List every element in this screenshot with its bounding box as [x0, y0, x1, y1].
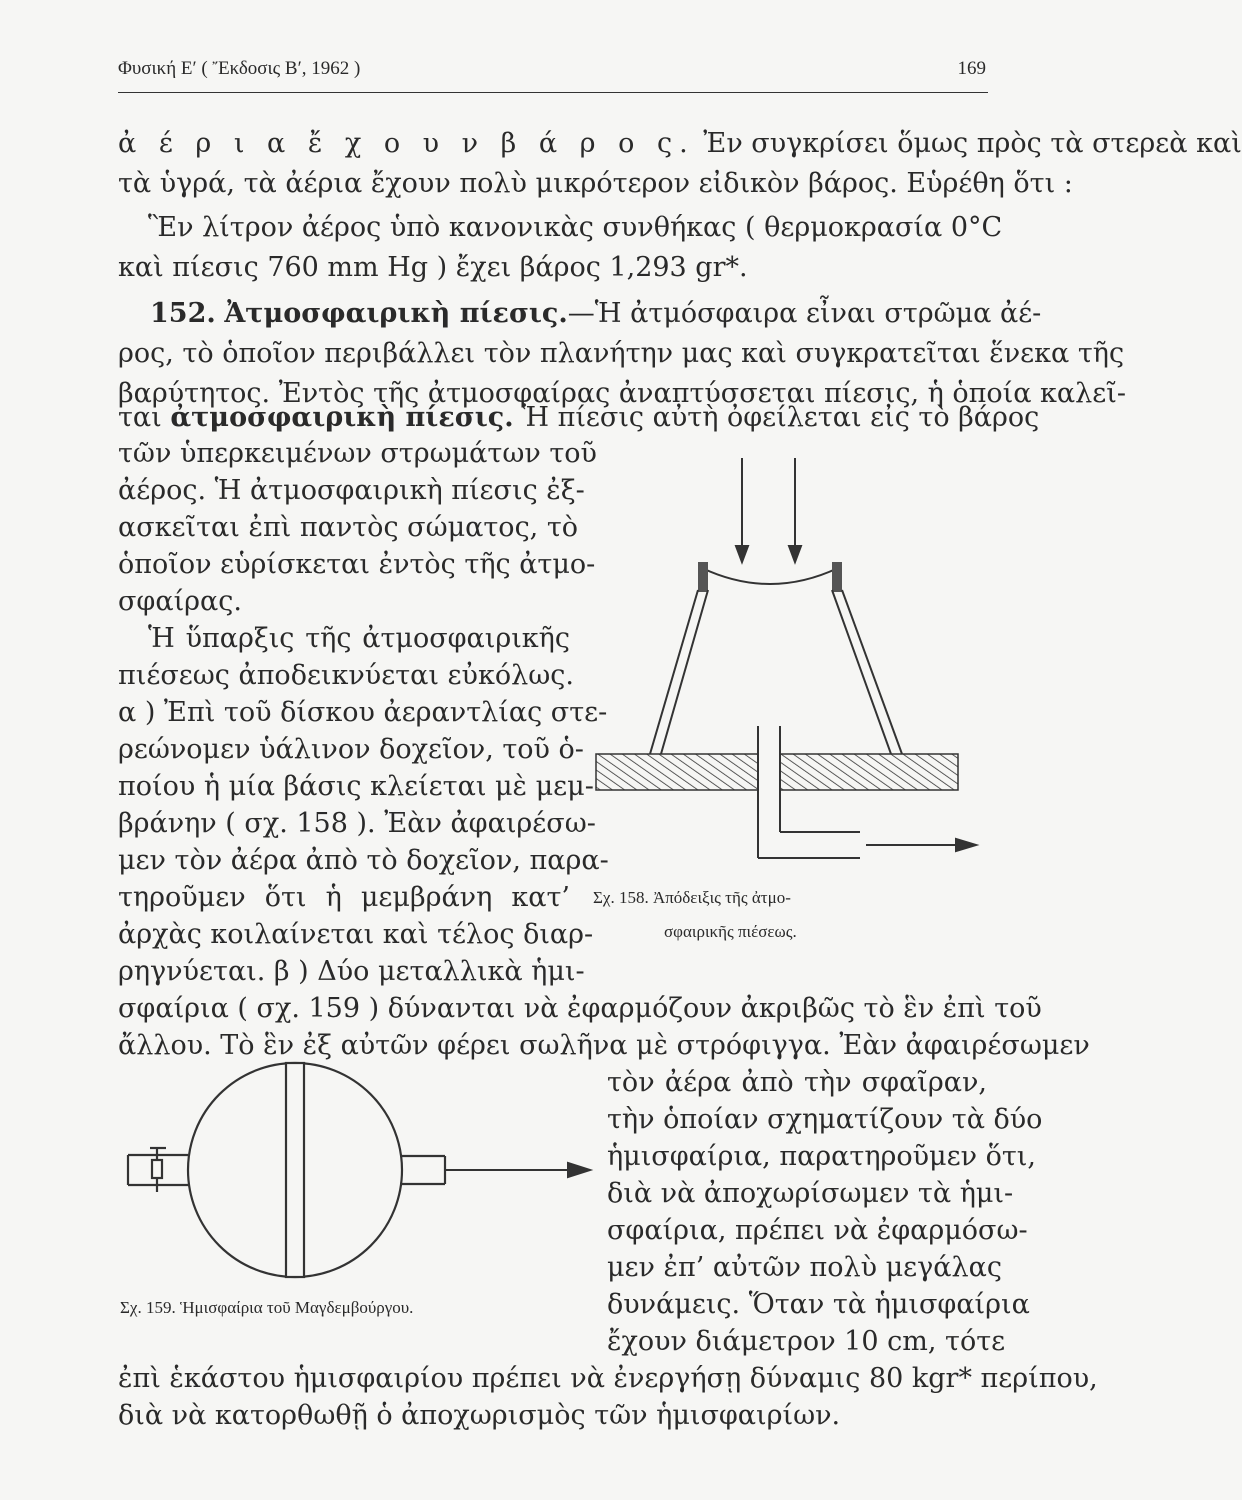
running-header: [118, 58, 988, 93]
column-line: Ἡ ὕπαρξις τῆς ἀτμοσφαιρικῆς: [148, 623, 570, 654]
column-line: τηροῦμεν ὅτι ἡ μεμβράνη κατ’: [118, 882, 570, 913]
figure-159-caption: Σχ. 159. Ἡμισφαίρια τοῦ Μαγδεμβούργου.: [120, 1298, 414, 1317]
column-line: ποίου ἡ μία βάσις κλείεται μὲ μεμ-: [118, 771, 594, 802]
exhaust-tube: [758, 726, 860, 858]
line-pre: ται: [118, 402, 162, 433]
pull-arrow-icon: [445, 1163, 590, 1177]
line-post: Ἡ πίεσις αὐτὴ ὀφείλεται εἰς τὸ βάρος: [522, 402, 1040, 433]
right-column-line: τὴν ὁποίαν σχηματίζουν τὰ δύο: [607, 1104, 1043, 1135]
section-number: 152.: [150, 298, 216, 329]
figure-158-caption: Σχ. 158. Ἀπόδειξις τῆς ἀτμο-: [593, 888, 791, 907]
hemisphere-joint: [286, 1063, 304, 1277]
column-line: α ) Ἐπὶ τοῦ δίσκου ἀεραντλίας στε-: [118, 697, 608, 728]
column-line: ρηγνύεται. β ) Δύο μεταλλικὰ ἡμι-: [118, 956, 585, 987]
right-column-line: δυνάμεις. Ὅταν τὰ ἡμισφαίρια: [607, 1289, 1030, 1320]
column-line: τῶν ὑπερκειμένων στρωμάτων τοῦ: [118, 438, 597, 469]
text-line: βαρύτητος. Ἐντὸς τῆς ἀτμοσφαίρας ἀναπτύσσεται πίεσις, ἡ ὁποία καλεῖ-: [118, 378, 1126, 409]
text-line: [118, 124, 1242, 164]
right-column-line: σφαίρια, πρέπει νὰ ἐφαρμόσω-: [607, 1215, 1028, 1246]
text-line: [118, 398, 1040, 438]
stopcock-tube: [128, 1148, 190, 1192]
right-column-line: ἡμισφαίρια, παρατηροῦμεν ὅτι,: [607, 1141, 1036, 1172]
column-line: ὁποῖον εὑρίσκεται ἐντὸς τῆς ἀτμο-: [118, 549, 596, 580]
line-rest: Ἐν συγκρίσει ὅμως πρὸς τὰ στερεὰ καὶ: [703, 128, 1242, 159]
column-line: μεν τὸν ἀέρα ἀπὸ τὸ δοχεῖον, παρα-: [118, 845, 609, 876]
column-line: ασκεῖται ἐπὶ παντὸς σώματος, τὸ: [118, 512, 579, 543]
column-line: ἀέρος. Ἡ ἀτμοσφαιρικὴ πίεσις ἐξ-: [118, 475, 585, 506]
section-heading-line: [150, 294, 1042, 334]
column-line: ἀρχὰς κοιλαίνεται καὶ τέλος διαρ-: [118, 919, 594, 950]
column-line: βράνην ( σχ. 158 ). Ἐὰν ἀφαιρέσω-: [118, 808, 596, 839]
column-line: ρεώνομεν ὑάλινον δοχεῖον, τοῦ ὁ-: [118, 734, 584, 765]
text-line: διὰ νὰ κατορθωθῇ ὁ ἀποχωρισμὸς τῶν ἡμισφαιρίων.: [118, 1400, 841, 1431]
figure-159-drawing: [110, 1060, 600, 1300]
text-line: σφαίρια ( σχ. 159 ) δύνανται νὰ ἐφαρμόζουν ἀκριβῶς τὸ ἓν ἐπὶ τοῦ: [118, 993, 1042, 1024]
right-tube: [400, 1156, 445, 1184]
book-title: Φυσική Ε′ ( Ἔκδοσις Β′, 1962 ): [118, 58, 361, 79]
line-rest: —Ἡ ἀτμόσφαιρα εἶναι στρῶμα ἀέ-: [567, 298, 1042, 329]
text-line: ἄλλου. Τὸ ἓν ἐξ αὐτῶν φέρει σωλῆνα μὲ στρόφιγγα. Ἐὰν ἀφαιρέσωμεν: [118, 1030, 1090, 1061]
text-line: ρος, τὸ ὁποῖον περιβάλλει τὸν πλανήτην μας καὶ συγκρατεῖται ἕνεκα τῆς: [118, 338, 1125, 369]
spaced-lead: ἀ έ ρ ι α ἔ χ ο υ ν β ά ρ ο ς.: [118, 128, 695, 159]
right-column-line: διὰ νὰ ἀποχωρίσωμεν τὰ ἡμι-: [607, 1178, 1014, 1209]
text-line: ἐπὶ ἑκάστου ἡμισφαιρίου πρέπει νὰ ἐνεργήσῃ δύναμις 80 kgr* περίπου,: [118, 1363, 1098, 1394]
right-column-line: μεν ἐπ’ αὐτῶν πολὺ μεγάλας: [607, 1252, 1003, 1283]
membrane: [702, 568, 838, 584]
pressure-arrows-icon: [736, 458, 801, 562]
column-line: σφαίρας.: [118, 586, 242, 617]
text-line: καὶ πίεσις 760 mm Hg ) ἔχει βάρος 1,293 gr*.: [118, 252, 748, 283]
text-line: Ἓν λίτρον ἀέρος ὑπὸ κανονικὰς συνθήκας ( θερμοκρασία 0°C: [148, 212, 1003, 243]
right-column-line: ἔχουν διάμετρον 10 cm, τότε: [607, 1326, 1006, 1357]
figure-158-caption: σφαιρικῆς πιέσεως.: [664, 922, 797, 941]
section-title: Ἀτμοσφαιρικὴ πίεσις.: [224, 298, 568, 329]
text-line: τὰ ὑγρά, τὰ ἀέρια ἔχουν πολὺ μικρότερον εἰδικὸν βάρος. Εὑρέθη ὅτι :: [118, 168, 1073, 199]
right-column-line: τὸν ἀέρα ἀπὸ τὴν σφαῖραν,: [607, 1067, 987, 1098]
column-line: πιέσεως ἀποδεικνύεται εὐκόλως.: [118, 660, 574, 691]
figure-158-drawing: [590, 450, 990, 870]
page-number: 169: [957, 58, 986, 79]
flow-arrow-icon: [866, 839, 976, 851]
bold-term: ἀτμοσφαιρικὴ πίεσις.: [170, 402, 514, 433]
